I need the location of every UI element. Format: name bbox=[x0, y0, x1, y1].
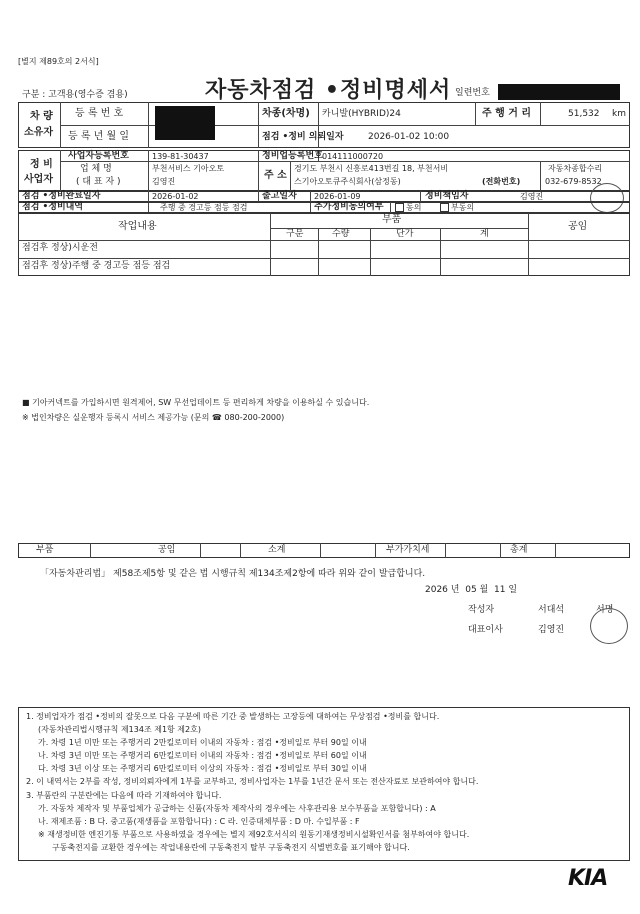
parts-sub-type: 구분 bbox=[286, 229, 304, 239]
issue-year: 2026 bbox=[425, 585, 448, 595]
consent-agree[interactable] bbox=[395, 203, 421, 212]
mileage-unit: km bbox=[612, 109, 626, 119]
request-date-value: 2026-01-02 10:00 bbox=[368, 132, 450, 142]
form-number: [별지 제89호의 2서식] bbox=[18, 57, 99, 66]
biz-no-label: 사업자등록번호 bbox=[68, 151, 129, 161]
footer-note-1c: 다. 차령 3년 이상 또는 주행거리 6만킬로미터 이상의 자동차 : 점검 •정비일로 부터 30일 이내 bbox=[38, 764, 367, 773]
address-line1: 경기도 부천시 신흥로413번길 18, 부천서비 bbox=[294, 164, 449, 173]
work-row-1: 점검후 정상)시운전 bbox=[22, 243, 98, 253]
disagree-label: 부동의 bbox=[451, 203, 475, 212]
service-reg-label: 정비업등록번호 bbox=[262, 151, 323, 161]
issue-date bbox=[425, 586, 517, 595]
service-reg-value: 014111000720 bbox=[322, 152, 384, 161]
company-value: 부천서비스 기아오토 bbox=[152, 164, 225, 173]
work-col-header: 작업내용 bbox=[118, 221, 157, 232]
issue-month-unit: 월 bbox=[479, 585, 489, 595]
notice-connect: ■ 기아커넥트를 가입하시면 원격제어, SW 무선업데이트 등 편리하게 차량을 이용하실 수 있습니다. bbox=[22, 398, 370, 407]
issue-year-unit: 년 bbox=[450, 585, 460, 595]
parts-sub-qty: 수량 bbox=[332, 229, 350, 239]
biz-no-value: 139-81-30437 bbox=[152, 152, 209, 161]
totals-labor-label: 공임 bbox=[158, 545, 176, 555]
owner-section-label-1: 차 량 bbox=[30, 111, 53, 122]
rep-label: ( 대 표 자 ) bbox=[76, 177, 121, 187]
business-section-label-2: 사업자 bbox=[24, 174, 53, 185]
footer-note-1b: 나. 차령 3년 미만 또는 주행거리 6만킬로미터 이내의 자동차 : 점검 •정비일로 부터 60일 이내 bbox=[38, 751, 367, 760]
address-line2: 스기아오토큐주식회사(삼정동) bbox=[294, 177, 401, 186]
issue-day-unit: 일 bbox=[508, 585, 518, 595]
footer-note-battery: 구동축전지를 교환한 경우에는 작업내용란에 구동축전지 탈부 구동축전지 식별번호를 표기해야 합니다. bbox=[52, 843, 410, 852]
release-date-value: 2026-01-09 bbox=[314, 192, 361, 201]
issue-day: 11 bbox=[493, 585, 506, 595]
notice-corporate: ※ 법인차량은 실운행자 등록시 서비스 제공가능 (문의 ☎ 080-200-2000) bbox=[22, 413, 285, 422]
business-section-label-1: 정 비 bbox=[30, 159, 53, 170]
car-type-label: 차종(차명) bbox=[262, 108, 310, 119]
parts-col-header: 부품 bbox=[382, 214, 402, 225]
agree-checkbox[interactable] bbox=[395, 203, 404, 212]
release-date-label: 출고일자 bbox=[262, 191, 297, 201]
phone-value: 032-679-8532 bbox=[545, 177, 602, 186]
complete-date-value: 2026-01-02 bbox=[152, 192, 199, 201]
totals-subtotal-label: 소계 bbox=[268, 545, 286, 555]
footer-note-1-ref: (자동차관리법시행규칙 제134조 제1항 제2호) bbox=[38, 725, 201, 734]
ceo-label: 대표이사 bbox=[468, 625, 503, 635]
totals-total-label: 총계 bbox=[510, 545, 528, 555]
phone-label: (전화번호) bbox=[482, 177, 521, 186]
car-type-value: 카니발(HYBRID)24 bbox=[322, 109, 401, 119]
footer-note-1: 1. 정비업자가 점검 •정비의 잘못으로 다음 구분에 따른 기간 중 발생하는 고장등에 대하여는 무상점검 •정비를 합니다. bbox=[26, 712, 440, 721]
ceo-value: 김영진 bbox=[538, 625, 565, 635]
kia-logo: KIA bbox=[568, 866, 608, 891]
reg-no-label: 등 록 번 호 bbox=[75, 108, 124, 119]
footer-note-3: 3. 부품란의 구분란에는 다음에 따라 기재하여야 합니다. bbox=[26, 791, 222, 800]
request-date-label: 점검 •정비 의뢰일자 bbox=[262, 132, 344, 142]
parts-sub-sum: 계 bbox=[480, 229, 489, 239]
consent-disagree[interactable] bbox=[440, 203, 474, 212]
details-value: 주행 중 경고등 점등 점검 bbox=[160, 203, 248, 212]
page-title: 자동차점검 •정비명세서 bbox=[205, 78, 452, 103]
work-row-2: 점검후 정상)주행 중 경고등 점등 점검 bbox=[22, 261, 171, 271]
labor-col-header: 공임 bbox=[568, 221, 588, 232]
writer-value: 서대석 bbox=[538, 605, 565, 615]
serial-redaction bbox=[498, 84, 620, 100]
footer-note-2: 2. 이 내역서는 2부를 작성, 정비의뢰자에게 1부를 교부하고, 정비사업자는 1부를 1년간 문서 또는 전산자료로 보관하여야 합니다. bbox=[26, 777, 479, 786]
footer-note-asterisk: ※ 재생정비한 엔진기통 부품으로 사용하였을 경우에는 별지 제92호서식의 원동기재생정비시설확인서를 첨부하여야 합니다. bbox=[38, 830, 470, 839]
footer-note-3b: 나. 재제조품 : B 다. 중고품(재생품을 포함합니다) : C 라. 인증대체부품 : D 마. 수입부품 : F bbox=[38, 817, 360, 826]
owner-section-label-2: 소유자 bbox=[24, 127, 53, 138]
consent-label: 추가정비동의여부 bbox=[314, 202, 384, 212]
reg-no-redaction bbox=[155, 106, 215, 140]
legal-statement: 「자동차관리법」 제58조제5항 및 같은 법 시행규칙 제134조제2항에 따라 위와 같이 발급합니다. bbox=[40, 569, 426, 579]
company-label: 업 체 명 bbox=[80, 164, 112, 174]
details-label: 점검 •정비내역 bbox=[22, 202, 84, 212]
sign-label: 서명 bbox=[596, 605, 614, 615]
footer-note-3a: 가. 자동차 제작자 및 부품업체가 공급하는 신품(자동차 제작사의 경우에는 사후관리용 보수부품을 포함합니다) : A bbox=[38, 804, 436, 813]
address-label: 주 소 bbox=[264, 170, 287, 181]
manager-label: 정비책임자 bbox=[425, 191, 469, 201]
mileage-label: 주 행 거 리 bbox=[482, 108, 532, 119]
issue-month: 05 bbox=[465, 585, 477, 595]
parts-sub-price: 단가 bbox=[396, 229, 414, 239]
ceo-stamp bbox=[590, 605, 628, 644]
writer-label: 작성자 bbox=[468, 605, 495, 615]
category-label: 구분 : 고객용(영수증 겸용) bbox=[22, 90, 128, 100]
biz-type: 자동차종합수리 bbox=[548, 164, 603, 173]
mileage-value: 51,532 bbox=[568, 109, 600, 119]
reg-year-label: 등 록 년 월 일 bbox=[68, 131, 130, 142]
totals-parts-label: 부품 bbox=[36, 545, 54, 555]
disagree-checkbox[interactable] bbox=[440, 203, 449, 212]
serial-label: 일련번호 bbox=[455, 88, 490, 98]
complete-date-label: 점검 •정비완료일자 bbox=[22, 191, 101, 201]
agree-label: 동의 bbox=[406, 203, 422, 212]
manager-value: 김영진 bbox=[520, 192, 544, 201]
footer-note-1a: 가. 차령 1년 미만 또는 주행거리 2만킬로미터 이내의 자동차 : 점검 •정비일로 부터 90일 이내 bbox=[38, 738, 367, 747]
totals-vat-label: 부가가치세 bbox=[386, 545, 430, 555]
totals-row bbox=[18, 543, 630, 558]
rep-value: 김영진 bbox=[152, 177, 176, 186]
